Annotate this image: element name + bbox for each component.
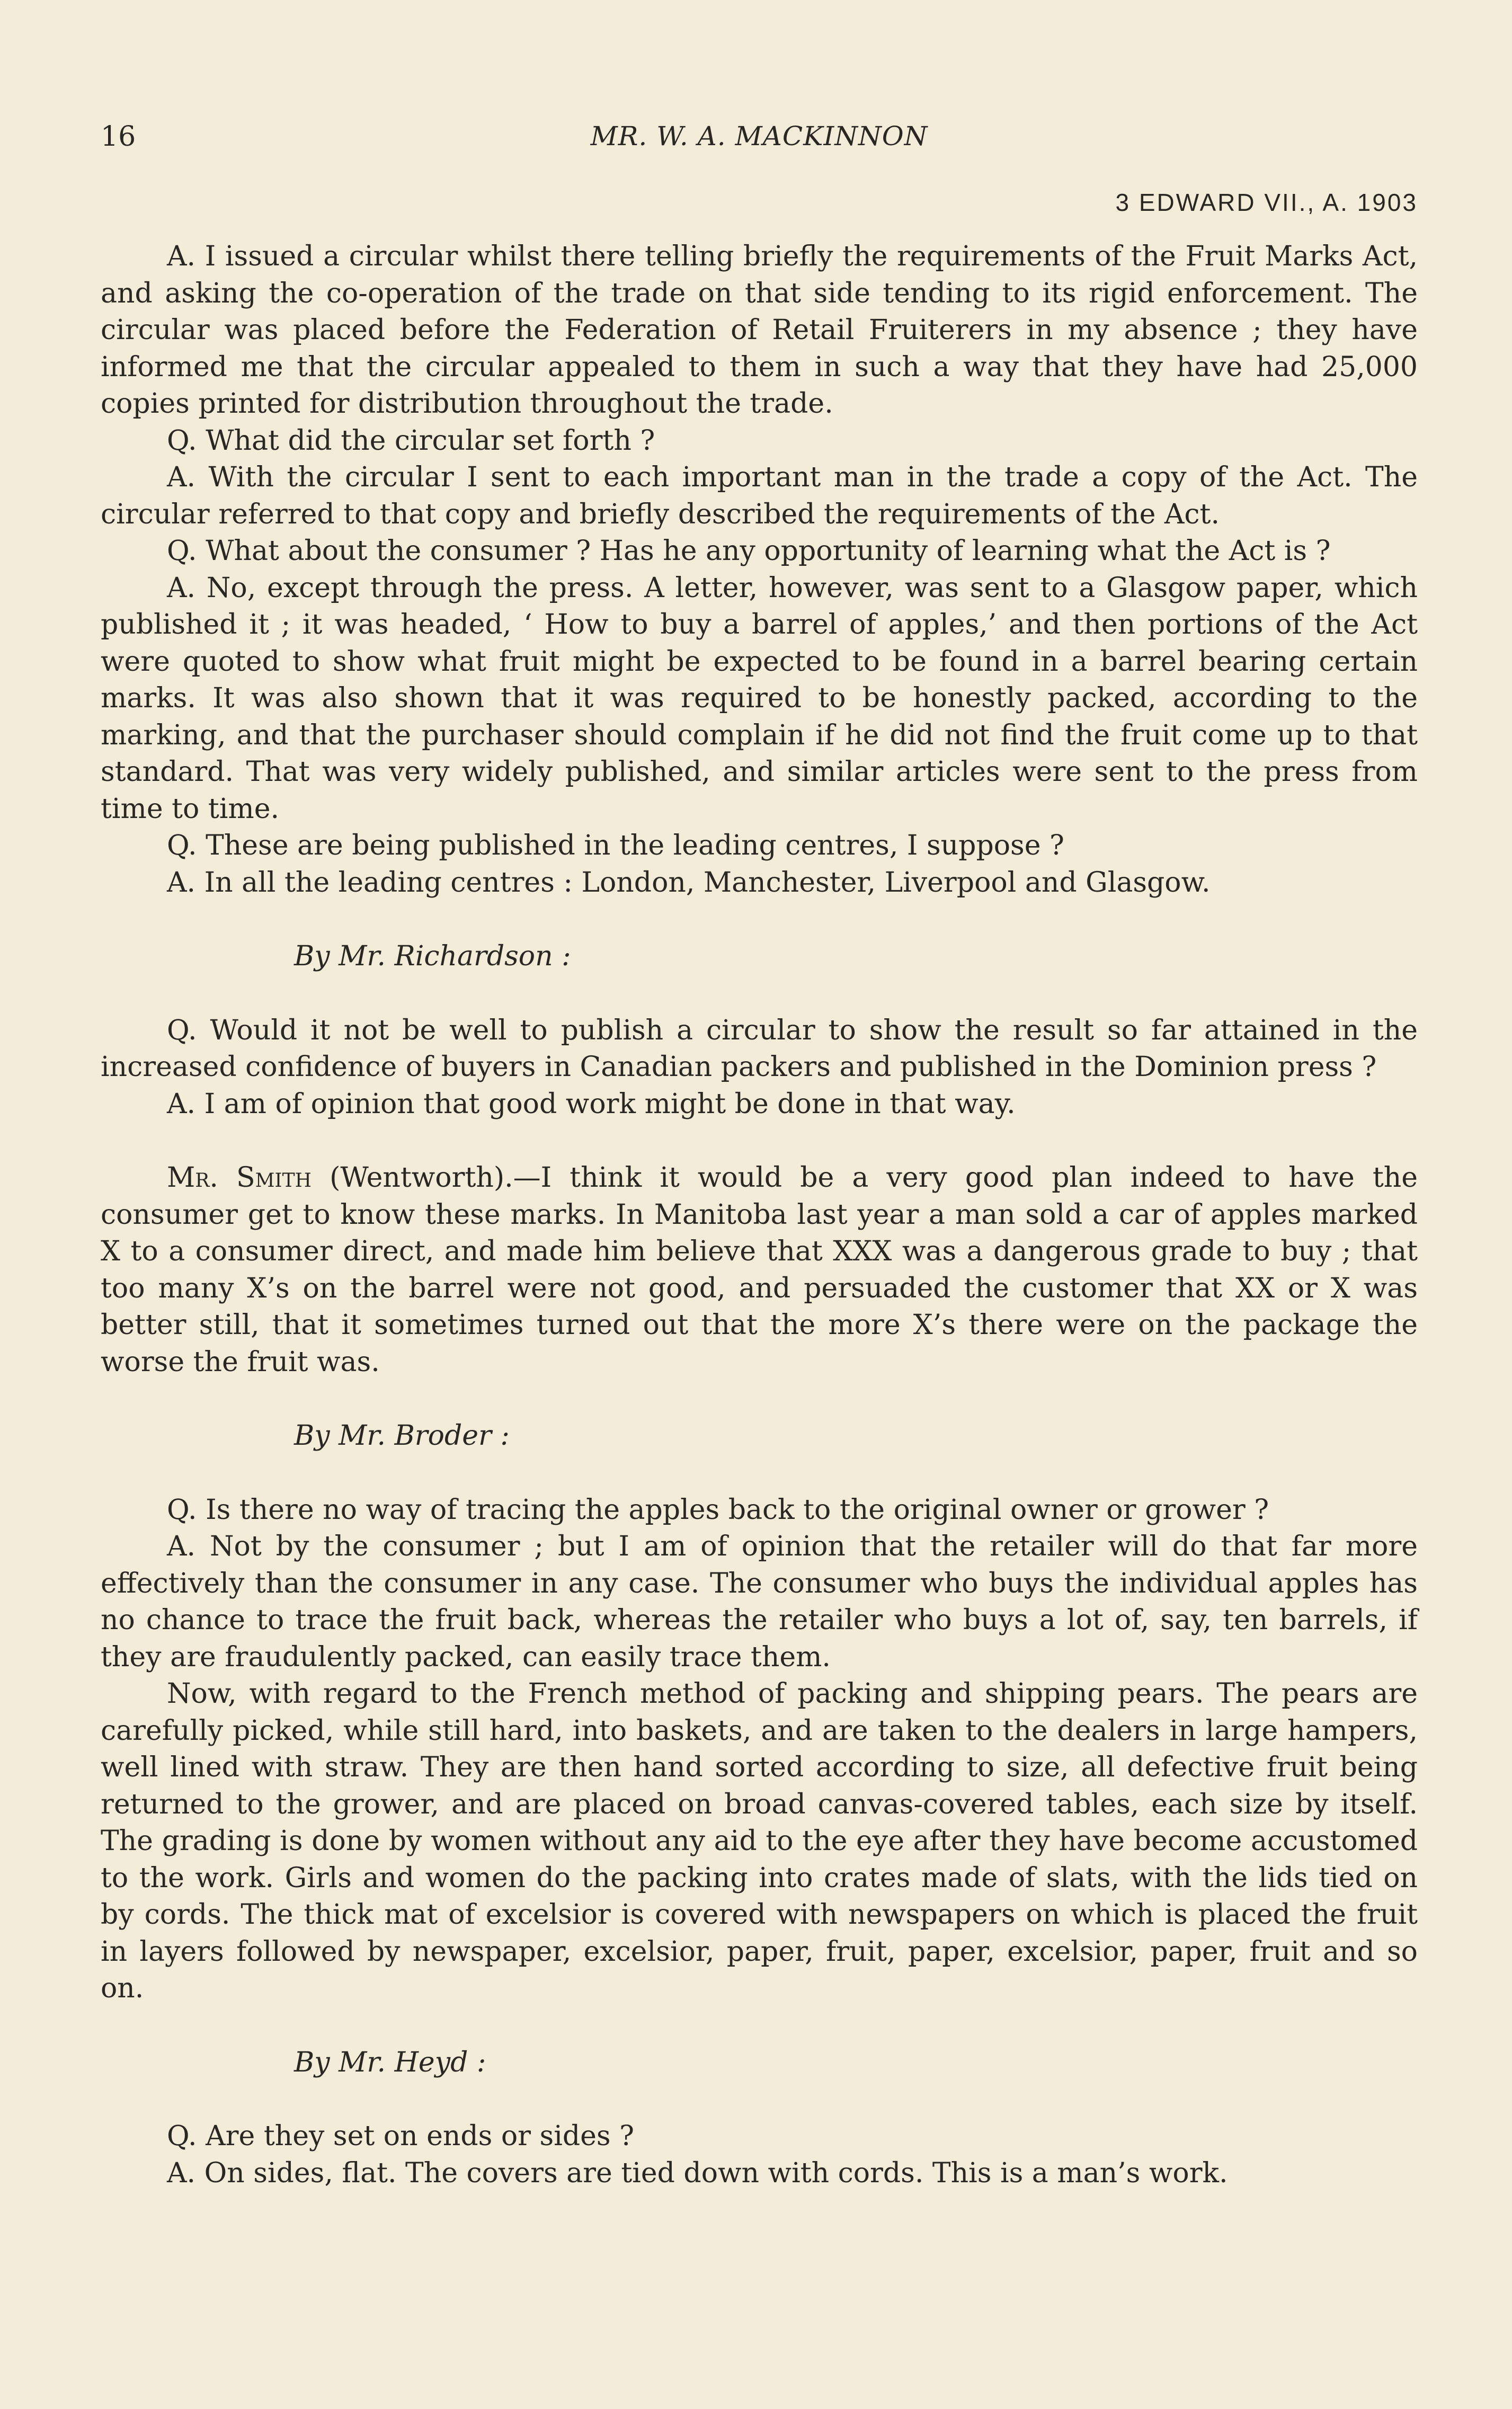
session-line: 3 EDWARD VII., A. 1903: [1115, 189, 1418, 216]
section-gap: [101, 1123, 1418, 1160]
section-gap: [101, 901, 1418, 938]
page-header: [101, 121, 1418, 163]
paragraph: [101, 1160, 1418, 1381]
speaker-heading: By Mr. Broder :: [294, 1420, 510, 1452]
speaker-name: Mr. Smith: [167, 1162, 312, 1194]
paragraph: Q. What did the circular set forth ?: [167, 424, 655, 457]
paragraph: A. With the circular I sent to each important man in the trade a copy of the Act. The circular referred to that copy and briefly described the requirements of the Act.: [101, 461, 1418, 530]
paragraph: Q. These are being published in the leading centres, I suppose ?: [167, 830, 1064, 861]
page-body: [101, 238, 1418, 2192]
paragraph: A. In all the leading centres : London, Manchester, Liverpool and Glasgow.: [167, 866, 1211, 899]
paragraph: Q. Is there no way of tracing the apples back to the original owner or grower ?: [167, 1494, 1269, 1526]
paragraph: Q. What about the consumer ? Has he any opportunity of learning what the Act is ?: [167, 535, 1331, 567]
paragraph: Now, with regard to the French method of packing and shipping pears. The pears are carefully picked, while still hard, into baskets, and are taken to the dealers in large hampers, well lined with straw. They are then hand sorted according to size, all defective fruit being returned to the grower, and are placed on broad canvas-covered tables, each size by itself. The grading is done by women without any aid to the eye after they have become accustomed to the work. Girls and women do the packing into crates made of slats, with the lids tied on by cords. The thick mat of excelsior is covered with newspapers on which is placed the fruit in layers followed by newspaper, excelsior, paper, fruit, paper, excelsior, paper, fruit and so on.: [101, 1678, 1418, 2004]
section-gap: [101, 2081, 1418, 2118]
paragraph: A. On sides, flat. The covers are tied down with cords. This is a man’s work.: [167, 2157, 1228, 2189]
paragraph: A. I am of opinion that good work might be done in that way.: [167, 1088, 1016, 1120]
paragraph: A. I issued a circular whilst there telling briefly the requirements of the Fruit Marks Act, and asking the co-operation of the trade on that side tending to its rigid enforcement. The circular was placed before the Federation of Retail Fruiterers in my absence ; they have informed me that the circular appealed to them in such a way that they have had 25,000 copies printed for distribution throughout the trade.: [101, 241, 1418, 420]
speaker-heading: By Mr. Richardson :: [294, 940, 571, 972]
section-gap: [101, 1381, 1418, 1418]
speaker-heading: By Mr. Heyd :: [294, 2046, 486, 2078]
section-gap: [101, 1455, 1418, 1492]
paragraph: Q. Are they set on ends or sides ?: [167, 2120, 635, 2152]
page-number: 16: [101, 121, 136, 153]
running-head: MR. W. A. MACKINNON: [590, 121, 928, 152]
document-page: [101, 0, 1418, 2409]
section-gap: [101, 975, 1418, 1012]
paragraph-text: (Wentworth).—I think it would be a very good plan indeed to have the consumer get to know these marks. In Manitoba last year a man sold a car of apples marked X to a consumer direct, and made him believe that XXX was a dangerous grade to buy ; that too many X’s on the barrel were not good, and persuaded the customer that XX or X was better still, that it sometimes turned out that the more X’s there were on the package the worse the fruit was.: [101, 1162, 1418, 1378]
section-gap: [101, 2007, 1418, 2044]
paragraph: A. No, except through the press. A letter, however, was sent to a Glasgow paper, which published it ; it was headed, ‘ How to buy a barrel of apples,’ and then portions of the Act were quoted to show what fruit might be expected to be found in a barrel bearing certain marks. It was also shown that it was required to be honestly packed, according to the marking, and that the purchaser should complain if he did not find the fruit come up to that standard. That was very widely published, and similar articles were sent to the press from time to time.: [101, 572, 1418, 825]
paragraph: Q. Would it not be well to publish a circular to show the result so far attained in the increased confidence of buyers in Canadian packers and published in the Dominion press ?: [101, 1014, 1418, 1083]
paragraph: A. Not by the consumer ; but I am of opinion that the retailer will do that far more effectively than the consumer in any case. The consumer who buys the individual apples has no chance to trace the fruit back, whereas the retailer who buys a lot of, say, ten barrels, if they are fraudulently packed, can easily trace them.: [101, 1531, 1418, 1673]
